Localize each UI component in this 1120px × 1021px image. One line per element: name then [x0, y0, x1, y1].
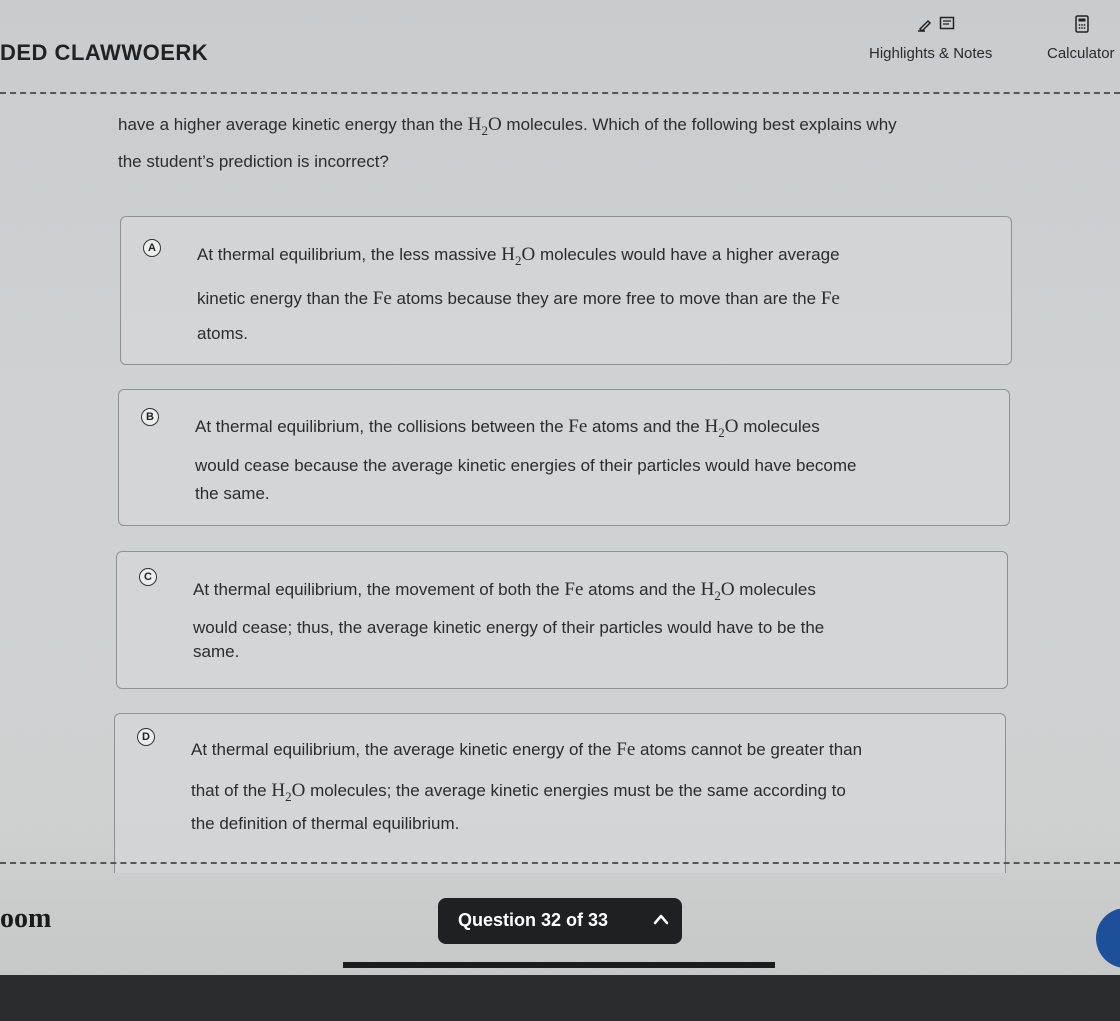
next-button[interactable] — [1096, 908, 1120, 968]
fe-symbol: Fe — [820, 288, 840, 309]
chevron-up-icon — [653, 912, 669, 926]
fe-symbol: Fe — [564, 579, 584, 600]
answer-choice-c[interactable]: C At thermal equilibrium, the movement of both the Fe atoms and the $H_2O$ molecules would cease; thus, the average kinetic energy of their particles would have to be the same. — [116, 551, 1008, 689]
h2o-formula: $H_2O$ — [704, 416, 739, 440]
question-stem-line-1: have a higher average kinetic energy than the $H_2O$ molecules. Which of the following best explains why — [118, 114, 897, 138]
zoom-label: oom — [0, 903, 52, 934]
section-title: DED CLAWWOERK — [0, 40, 209, 65]
choice-letter-c: C — [139, 568, 157, 586]
answer-choice-b[interactable]: B At thermal equilibrium, the collisions between the Fe atoms and the $H_2O$ molecules would cease because the average kinetic energies of their particles would have become the same. — [118, 389, 1010, 526]
question-stem-line-2: the student’s prediction is incorrect? — [118, 152, 389, 171]
fe-symbol: Fe — [372, 288, 392, 309]
note-icon[interactable] — [939, 16, 955, 32]
question-navigator-button[interactable] — [438, 898, 682, 944]
question-counter: Question 32 of 33 — [458, 910, 609, 930]
fe-symbol: Fe — [568, 416, 588, 437]
choice-letter-d: D — [137, 728, 155, 746]
footer-divider — [0, 862, 1120, 864]
progress-bar — [343, 962, 775, 968]
calculator-icon[interactable] — [1075, 15, 1089, 33]
header-bar — [0, 0, 1120, 92]
h2o-formula: $H_2O$ — [501, 244, 536, 268]
h2o-formula: $H_2O$ — [271, 780, 306, 804]
highlights-tools[interactable] — [917, 16, 955, 32]
choice-letter-b: B — [141, 408, 159, 426]
answer-choice-d[interactable]: D At thermal equilibrium, the average kinetic energy of the Fe atoms cannot be greater than that of the $H_2O$ molecules; the average kinetic energies must be the same according to the definition of thermal equilibrium. — [114, 713, 1006, 873]
h2o-formula: $H_2O$ — [700, 579, 735, 603]
calculator-button[interactable]: Calculator — [1047, 45, 1115, 62]
highlights-notes-button[interactable]: Highlights & Notes — [869, 45, 993, 62]
screen-bottom-edge — [0, 975, 1120, 1021]
choice-letter-a: A — [143, 239, 161, 257]
h2o-formula: $H_2O$ — [467, 114, 502, 138]
fe-symbol: Fe — [616, 739, 636, 760]
answer-choice-a[interactable]: A At thermal equilibrium, the less massive $H_2O$ molecules would have a higher average kinetic energy than the Fe atoms because they are more free to move than are the Fe atoms. — [120, 216, 1012, 365]
header-divider — [0, 92, 1120, 94]
pen-icon[interactable] — [917, 16, 933, 32]
